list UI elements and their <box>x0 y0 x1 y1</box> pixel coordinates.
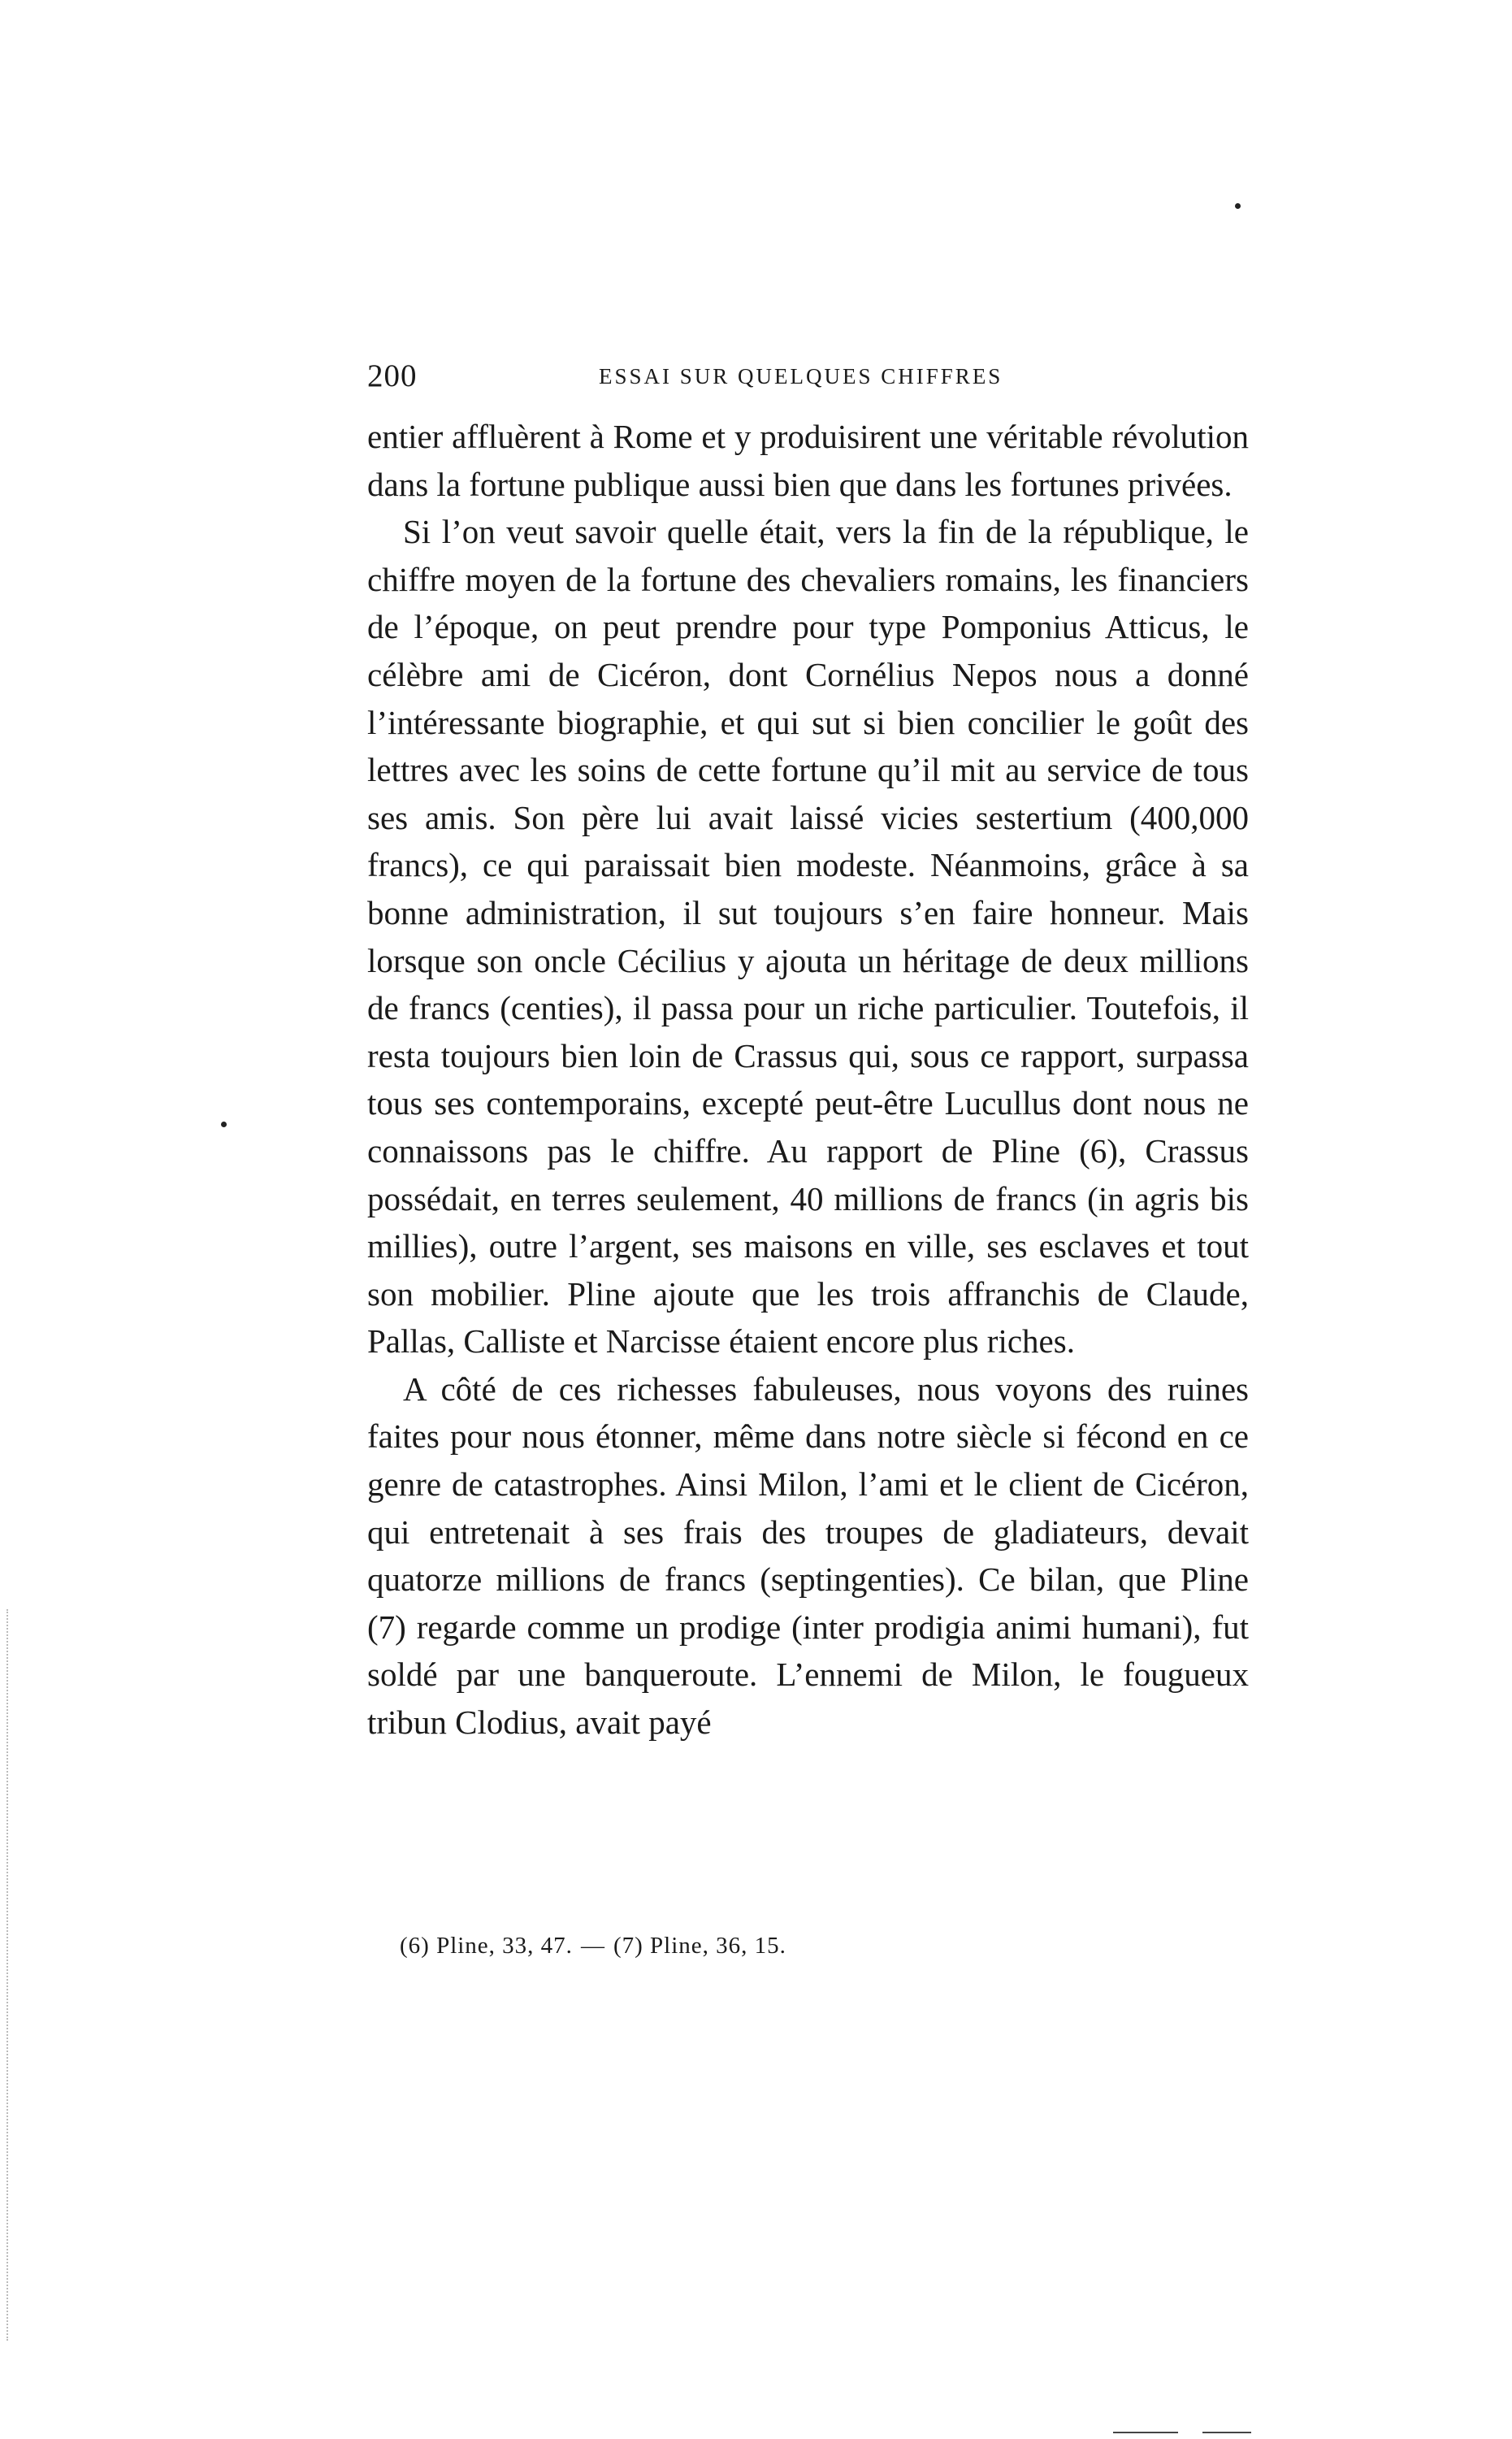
footnote-6: (6) Pline, 33, 47. <box>400 1933 573 1959</box>
footnote-separator: — <box>580 1933 605 1959</box>
page-header <box>367 358 1253 406</box>
running-title: ESSAI SUR QUELQUES CHIFFRES <box>599 364 1003 388</box>
scan-edge-rule <box>1202 2432 1251 2433</box>
paragraph-continuation: entier affluèrent à Rome et y produisirent une véritable révolution dans la fortune publique aussi bien que dans les fortunes privées. <box>367 418 1249 503</box>
body-text <box>367 413 1249 1747</box>
scan-edge-rule <box>1113 2432 1178 2433</box>
footnotes <box>400 1933 1245 1959</box>
page-number: 200 <box>367 358 418 393</box>
scan-speck <box>221 1122 227 1127</box>
scan-margin-artifact <box>6 1609 11 2341</box>
paragraph-atticus: Si l’on veut savoir quelle était, vers la fin de la république, le chiffre moyen de la fortune des chevaliers romains, les financiers de l’époque, on peut prendre pour type Pomponius Atticus, le célèbre ami de Cicéron, dont Cornélius Nepos nous a donné l’intéressante biographie, et qui sut si bien concilier le goût des lettres avec les soins de cette fortune qu’il mit au service de tous ses amis. Son père lui avait laissé vicies sestertium (400,000 francs), ce qui paraissait bien modeste. Néanmoins, grâce à sa bonne administration, il sut toujours s’en faire honneur. Mais lorsque son oncle Cécilius y ajouta un héritage de deux millions de francs (centies), il passa pour un riche particulier. Toutefois, il resta toujours bien loin de Crassus qui, sous ce rapport, surpassa tous ses contemporains, excepté peut-être Lucullus dont nous ne connaissons pas le chiffre. Au rapport de Pline (6), Crassus possédait, en terres seulement, 40 millions de francs (in agris bis millies), outre l’argent, ses maisons en ville, ses esclaves et tout son mobilier. Pline ajoute que les trois affranchis de Claude, Pallas, Calliste et Narcisse étaient encore plus riches. <box>367 513 1249 1361</box>
scan-speck <box>1235 203 1241 209</box>
paragraph-ruines: A côté de ces richesses fabuleuses, nous voyons des ruines faites pour nous étonner, même dans notre siècle si fécond en ce genre de catastrophes. Ainsi Milon, l’ami et le client de Cicéron, qui entretenait à ses frais des troupes de gladiateurs, devait quatorze millions de francs (septingenties). Ce bilan, que Pline (7) regarde comme un prodige (inter prodigia animi humani), fut soldé par une banqueroute. L’ennemi de Milon, le fougueux tribun Clodius, avait payé <box>367 1369 1249 1742</box>
footnote-7: (7) Pline, 36, 15. <box>613 1933 786 1959</box>
